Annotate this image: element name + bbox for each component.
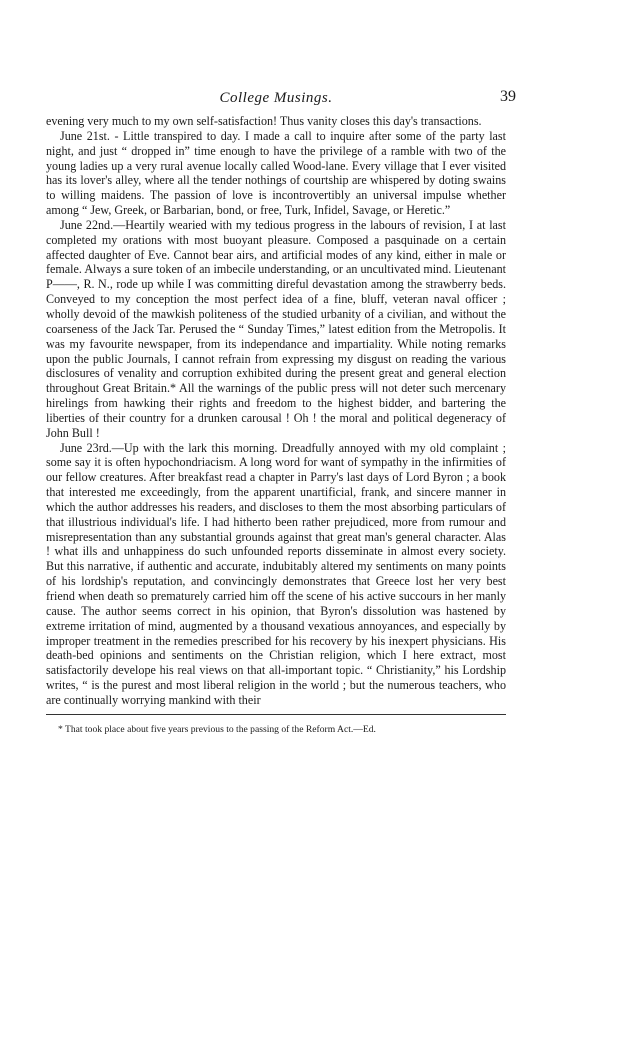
footnote: * That took place about five years previous to the passing of the Reform Act.—Ed.: [58, 723, 376, 735]
diary-entry-june-22: June 22nd.—Heartily wearied with my tedious progress in the labours of revision, I at last completed my orations with most buoyant pleasure. Composed a pasquinade on a certain affected daughter of Eve. Cannot bear airs, and artificial modes of any kind, either in male or female. Always a sure token of an imbecile understanding, or an uncultivated mind. Lieutenant P——, R. N., rode up while I was committing direful devastation among the strawberry beds. Conveyed to my conception the most perfect idea of a fine, bluff, veteran naval officer ; wholly devoid of the mawkish politeness of the studied urbanity of a civilian, and without the coarseness of the Jack Tar. Perused the “ Sunday Times,” latest edition from the Metropolis. It was my favourite newspaper, from its independance and impartiality. While noting remarks upon the public Journals, I cannot refrain from expressing my disgust on reading the various disclosures of venality and corruption exhibited during the present great and general election throughout Great Britain.* All the warnings of the public press will not deter such mercenary hirelings from hawking their rights and freedom to the highest bidder, and bartering the liberties of their country for a drunken carousal ! Oh ! the moral and political degeneracy of John Bull !: [46, 217, 506, 440]
diary-entry-june-21: June 21st. - Little transpired to day. I made a call to inquire after some of the party last night, and just “ dropped in” time enough to have the privilege of a ramble with two of the young ladies up a very rural avenue locally called Wood-lane. Every village that I ever visited has its lover's alley, where all the tender nothings of courtship are whispered by doting swains to willing maidens. The passion of love is incontrovertibly an universal impulse whether among “ Jew, Greek, or Barbarian, bond, or free, Turk, Infidel, Savage, or Heretic.”: [46, 128, 506, 218]
page-body: [46, 114, 506, 708]
footnote-rule: [46, 714, 506, 715]
paragraph-continuation: evening very much to my own self-satisfaction! Thus vanity closes this day's transactions.: [46, 114, 482, 128]
book-page: [46, 88, 516, 736]
running-title: College Musings.: [219, 90, 333, 106]
page-number: 39: [500, 88, 516, 105]
page-header: [46, 88, 516, 110]
diary-entry-june-23: June 23rd.—Up with the lark this morning. Dreadfully annoyed with my old complaint ; some say it is often hypochondriacism. A long word for want of sympathy in the infirmities of our fellow creatures. After breakfast read a chapter in Parry's last days of Lord Byron ; a book that interested me exceedingly, from the apparent unartificial, frank, and sincere manner in which the author addresses his readers, and discloses to them the most absorbing particulars of that illustrious individual's life. I had hitherto been rather prejudiced, more from rumour and misrepresentation than any substantial grounds against that great man's general character. Alas ! what ills and unhappiness do such unfounded reports disseminate in almost every society. But this narrative, if authentic and accurate, indubitably altered my sentiments on many points of his lordship's reputation, and convincingly demonstrates that Greece lost her very best friend when death so prematurely carried him off the scene of his active succours in her manly cause. The author seems correct in his opinion, that Byron's dissolution was hastened by extreme irritation of mind, augmented by a thousand vexatious annoyances, and especially by improper treatment in the remedies prescribed for his recovery by his inexpert physicians. His death-bed opinions and sentiments on the Christian religion, which I here extract, most satisfactorily develope his real views on that all-important topic. “ Christianity,” his Lordship writes, “ is the purest and most liberal religion in the world ; but the numerous teachers, who are continually worrying mankind with their: [46, 440, 506, 707]
